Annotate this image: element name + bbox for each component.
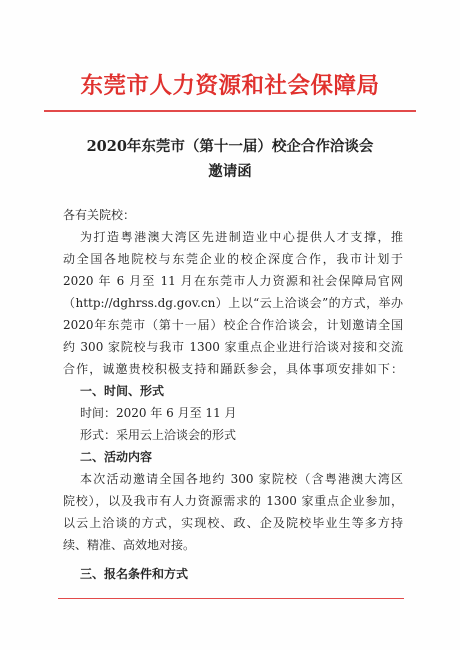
body-line: 约 300 家院校与我市 1300 家重点企业进行洽谈对接和交流 [63, 340, 403, 354]
footer-red-rule [58, 598, 404, 599]
body-line: 2020 年 6 月至 11 月在东莞市人力资源和社会保障局官网 [63, 274, 403, 288]
section-2-line: 本次活动邀请全国各地约 300 家院校（含粤港澳大湾区 [80, 472, 403, 486]
section-heading-3: 三、报名条件和方式 [80, 567, 189, 581]
section-1-form: 形式：采用云上洽谈会的形式 [80, 428, 237, 442]
section-2-line: 以云上洽谈的方式，实现校、政、企及院校毕业生等多方持 [63, 516, 403, 530]
document-title-line-1: 2020年东莞市（第十一届）校企合作洽谈会 [86, 138, 374, 155]
body-line: （http://dghrss.dg.gov.cn）上以“云上洽谈会”的方式，举办 [63, 296, 403, 310]
body-line: 动全国各地院校与东莞企业的校企深度合作，我市计划于 [63, 252, 403, 266]
section-2-line: 续、精准、高效地对接。 [63, 538, 196, 552]
salutation: 各有关院校： [63, 208, 136, 222]
section-2-line: 院校），以及我市有人力资源需求的 1300 家重点企业参加， [63, 494, 403, 508]
section-1-time: 时间：2020 年 6 月至 11 月 [80, 406, 237, 420]
section-heading-1: 一、时间、形式 [80, 384, 165, 398]
header-red-rule [44, 110, 416, 112]
org-header-title: 东莞市人力资源和社会保障局 [80, 73, 380, 99]
body-line: 2020年东莞市（第十一届）校企合作洽谈会，计划邀请全国 [63, 318, 403, 332]
body-line: 合作，诚邀贵校积极支持和踊跃参会，具体事项安排如下： [63, 362, 403, 376]
section-heading-2: 二、活动内容 [80, 450, 153, 464]
document-title-line-2: 邀请函 [208, 163, 252, 180]
body-line: 为打造粤港澳大湾区先进制造业中心提供人才支撑，推 [80, 230, 403, 244]
